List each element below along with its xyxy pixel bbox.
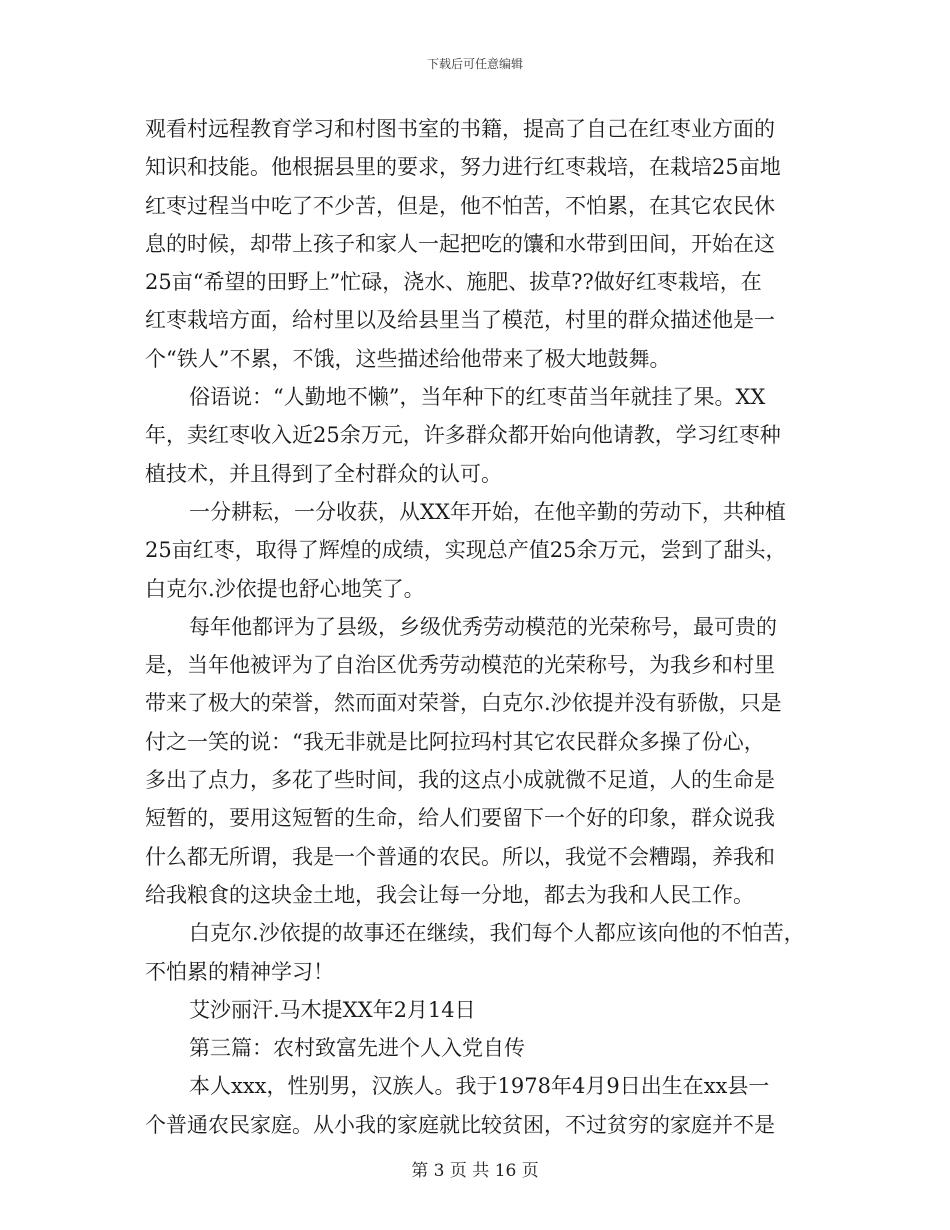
- text-line: 白克尔.沙依提的故事还在继续，我们每个人都应该向他的不怕苦，: [189, 921, 805, 946]
- text-line: 什么都无所谓，我是一个普通的农民。所以，我觉不会糟蹋，养我和: [145, 844, 775, 869]
- text-line: 观看村远程教育学习和村图书室的书籍，提高了自己在红枣业方面的: [145, 117, 775, 141]
- text-line: 知识和技能。他根据县里的要求，努力进行红枣栽培，在栽培25亩地: [145, 155, 781, 180]
- text-line: 红枣栽培方面，给村里以及给县里当了模范，村里的群众描述他是一: [145, 308, 775, 333]
- text-line: 多出了点力，多花了些时间，我的这点小成就微不足道，人的生命是: [145, 768, 775, 793]
- text-line: 25亩红枣，取得了辉煌的成绩，实现总产值25余万元，尝到了甜头，: [145, 538, 787, 563]
- text-line: 艾沙丽汗.马木提XX年2月14日: [189, 997, 476, 1022]
- text-line: 本人xxx，性别男，汉族人。我于1978年4月9日出生在xx县一: [189, 1074, 770, 1099]
- text-line: 一分耕耘，一分收获，从XX年开始，在他辛勤的劳动下，共种植: [189, 499, 786, 524]
- text-line: 付之一笑的说：“我无非就是比阿拉玛村其它农民群众多操了份心，: [145, 729, 765, 754]
- text-line: 植技术，并且得到了全村群众的认可。: [145, 461, 502, 486]
- text-line: 短暂的，要用这短暂的生命，给人们要留下一个好的印象，群众说我: [145, 806, 775, 831]
- text-line: 个“铁人”不累，不饿，这些描述给他带来了极大地鼓舞。: [145, 346, 671, 371]
- text-line: 年，卖红枣收入近25余万元，许多群众都开始向他请教，学习红枣种: [145, 423, 781, 448]
- text-line: 是，当年他被评为了自治区优秀劳动模范的光荣称号，为我乡和村里: [145, 653, 775, 678]
- text-line: 给我粮食的这块金土地，我会让每一分地，都去为我和人民工作。: [145, 882, 754, 907]
- text-line: 俗语说：“人勤地不懒”，当年种下的红枣苗当年就挂了果。XX: [189, 385, 766, 410]
- document-body: [145, 110, 810, 1144]
- text-line: 白克尔.沙依提也舒心地笑了。: [145, 576, 425, 601]
- text-line: 红枣过程当中吃了不少苦，但是，他不怕苦，不怕累，在其它农民休: [145, 193, 775, 218]
- text-line: 每年他都评为了县级，乡级优秀劳动模范的光荣称号，最可贵的: [189, 614, 777, 639]
- page-header: 下载后可任意编辑: [426, 57, 523, 71]
- text-line: 不怕累的精神学习！: [145, 959, 334, 984]
- text-line: 25亩“希望的田野上”忙碌，浇水、施肥、拔草??做好红枣栽培，在: [145, 270, 762, 295]
- text-line: 第三篇：农村致富先进个人入党自传: [189, 1036, 525, 1061]
- page-footer: 第 3 页 共 16 页: [411, 1161, 539, 1181]
- text-line: 息的时候，却带上孩子和家人一起把吃的馕和水带到田间，开始在这: [145, 231, 775, 256]
- text-line: 带来了极大的荣誉，然而面对荣誉，白克尔.沙依提并没有骄傲，只是: [145, 691, 782, 716]
- text-line: 个普通农民家庭。从小我的家庭就比较贫困，不过贫穷的家庭并不是: [145, 1112, 775, 1137]
